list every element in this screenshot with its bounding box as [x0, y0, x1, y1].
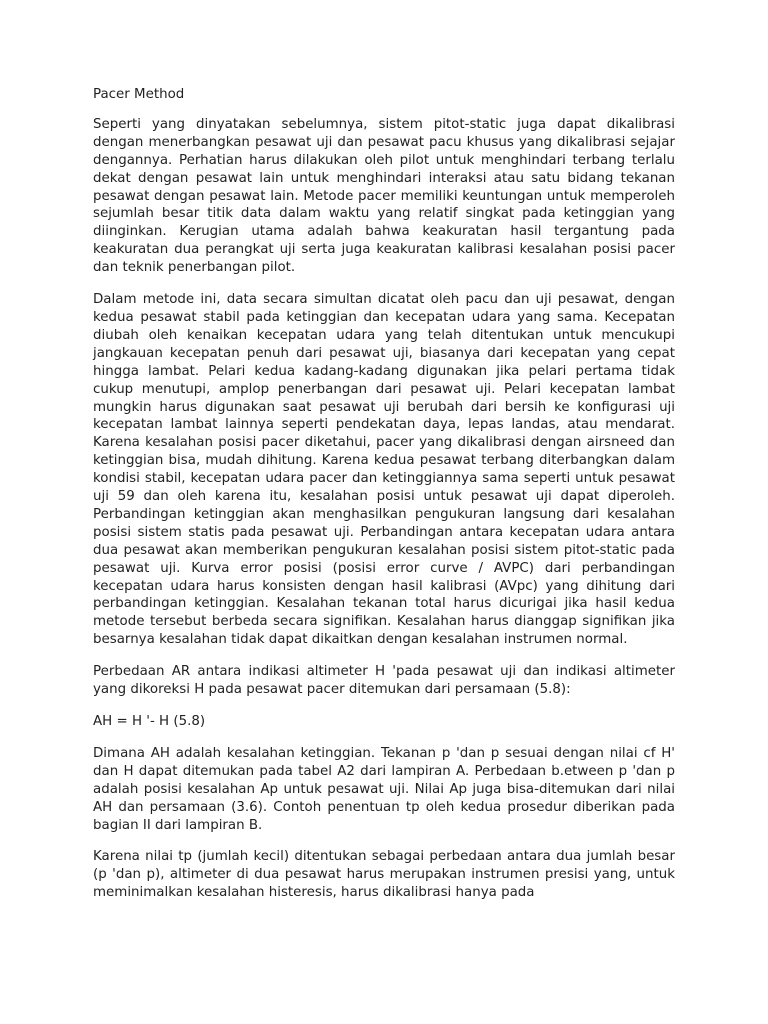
document-body: [93, 86, 675, 902]
paragraph-height-error: Dimana AH adalah kesalahan ketinggian. Tekanan p 'dan p sesuai dengan nilai cf H' dan H dapat ditemukan pada tabel A2 dari lampiran A. Perbedaan b.etween p 'dan p adalah posisi kesalahan Ap untuk pesawat uji. Nilai Ap juga bisa-ditemukan dari nilai AH dan persamaan (3.6). Contoh penentuan tp oleh kedua prosedur diberikan pada bagian II dari lampiran B.: [93, 745, 675, 833]
paragraph-pacer-intro: Seperti yang dinyatakan sebelumnya, sistem pitot-static juga dapat dikalibrasi dengan menerbangkan pesawat uji dan pesawat pacu khusus yang dikalibrasi sejajar dengannya. Perhatian harus dilakukan oleh pilot untuk menghindari terbang terlalu dekat dengan pesawat lain untuk menghindari interaksi atau satu bidang tekanan pesawat dengan pesawat lain. Metode pacer memiliki keuntungan untuk memperoleh sejumlah besar titik data dalam waktu yang relatif singkat pada ketinggian yang diinginkan. Kerugian utama adalah bahwa keakuratan hasil tergantung pada keakuratan dua perangkat uji serta juga keakuratan kalibrasi kesalahan posisi pacer dan teknik penerbangan pilot.: [93, 116, 675, 276]
document-title: Pacer Method: [93, 87, 185, 102]
paragraph-altimeter-difference: Perbedaan AR antara indikasi altimeter H 'pada pesawat uji dan indikasi altimeter yang dikoreksi H pada pesawat pacer ditemukan dari persamaan (5.8):: [93, 664, 675, 698]
paragraph-method-procedure: Dalam metode ini, data secara simultan dicatat oleh pacu dan uji pesawat, dengan kedua pesawat stabil pada ketinggian dan kecepatan udara yang sama. Kecepatan diubah oleh kenaikan kecepatan udara yang telah ditentukan untuk mencukupi jangkauan kecepatan penuh dari pesawat uji, biasanya dari kecepatan yang cepat hingga lambat. Pelari kedua kadang-kadang digunakan jika pelari pertama tidak cukup menutupi, amplop penerbangan dari pesawat uji. Pelari kecepatan lambat mungkin harus digunakan saat pesawat uji berubah dari bersih ke konfigurasi uji kecepatan lambat lainnya seperti pendekatan daya, lepas landas, atau mendarat. Karena kesalahan posisi pacer diketahui, pacer yang dikalibrasi dengan airsneed dan ketinggian bisa, mudah dihitung. Karena kedua pesawat terbang diterbangkan dalam kondisi stabil, kecepatan udara pacer dan ketinggiannya sama seperti untuk pesawat uji 59 dan oleh karena itu, kesalahan posisi untuk pesawat uji dapat diperoleh. Perbandingan ketinggian akan menghasilkan pengukuran langsung dari kesalahan posisi sistem statis pada pesawat uji. Perbandingan antara kecepatan udara antara dua pesawat akan memberikan pengukuran kesalahan posisi sistem pitot-static pada pesawat uji. Kurva error posisi (posisi error curve / AVPC) dari perbandingan kecepatan udara harus konsisten dengan hasil kalibrasi (AVpc) yang dihitung dari perbandingan ketinggian. Kesalahan tekanan total harus dicurigai jika hasil kedua metode tersebut berbeda secara signifikan. Kesalahan harus dianggap signifikan jika besarnya kesalahan tidak dapat dikaitkan dengan kesalahan instrumen normal.: [93, 292, 675, 648]
paragraph-precision-altimeters: Karena nilai tp (jumlah kecil) ditentukan sebagai perbedaan antara dua jumlah besar (p 'dan p), altimeter di dua pesawat harus merupakan instrumen presisi yang, untuk meminimalkan kesalahan histeresis, harus dikalibrasi hanya pada: [93, 849, 675, 901]
equation-5-8: AH = H '- H (5.8): [93, 714, 206, 729]
